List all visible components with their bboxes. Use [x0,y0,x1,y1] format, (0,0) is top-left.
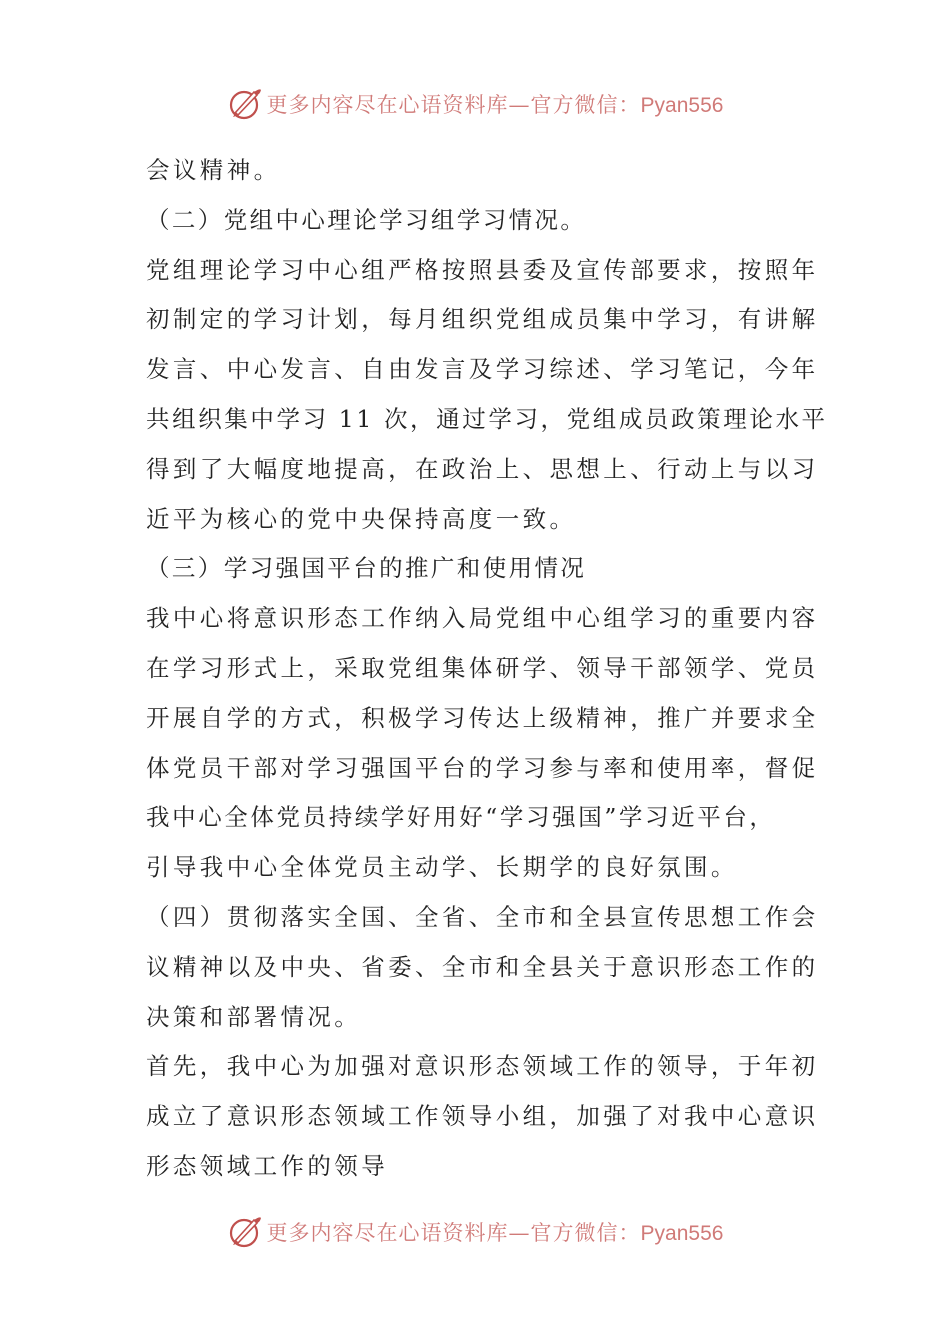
body-line: 首先，我中心为加强对意识形态领域工作的领导，于年初 [146,1052,819,1081]
body-line: 近平为核心的党中央保持高度一致。 [146,504,577,533]
header-watermark [0,82,950,126]
document-body [146,146,828,1192]
quill-pen-logo-icon [227,1214,263,1250]
body-line: 形态领域工作的领导 [146,1151,389,1180]
body-line: 党组理论学习中心组严格按照县委及宣传部要求，按照年 [146,255,819,284]
body-line: 成立了意识形态领域工作领导小组，加强了对我中心意识 [146,1102,819,1131]
body-line: 会议精神。 [146,156,281,184]
body-line: 开展自学的方式，积极学习传达上级精神，推广并要求全 [146,703,819,732]
body-line: 我中心将意识形态工作纳入局党组中心组学习的重要内容 [146,604,819,633]
header-wechat-id: Pyan556 [640,94,724,117]
section-heading-4: （四）贯彻落实全国、全省、全市和全县宣传思想工作会 [146,902,819,931]
quill-pen-logo-icon [227,86,263,122]
body-line: 议精神以及中央、省委、全市和全县关于意识形态工作的 [146,952,819,981]
body-line: 体党员干部对学习强国平台的学习参与率和使用率，督促 [146,753,819,782]
body-line: 我中心全体党员持续学好用好“学习强国”学习近平台， [146,803,776,832]
body-line: 发言、中心发言、自由发言及学习综述、学习笔记，今年 [146,355,819,384]
body-line: 初制定的学习计划，每月组织党组成员集中学习，有讲解 [146,305,819,334]
body-line: 引导我中心全体党员主动学、长期学的良好氛围。 [146,853,738,882]
body-line: 得到了大幅度地提高，在政治上、思想上、行动上与以习 [146,454,819,483]
footer-watermark [0,1210,950,1254]
body-line: 共组织集中学习 11 次，通过学习，党组成员政策理论水平 [146,404,828,433]
body-line: 决策和部署情况。 [146,1002,362,1031]
footer-wechat-id: Pyan556 [640,1222,724,1245]
footer-watermark-text: 更多内容尽在心语资料库—官方微信：Pyan556 [266,1221,724,1245]
section-heading-2: （二）党组中心理论学习组学习情况。 [146,205,587,234]
header-watermark-text: 更多内容尽在心语资料库—官方微信：Pyan556 [266,93,724,117]
body-line: 在学习形式上，采取党组集体研学、领导干部领学、党员 [146,653,819,682]
section-heading-3: （三）学习强国平台的推广和使用情况 [146,554,587,583]
